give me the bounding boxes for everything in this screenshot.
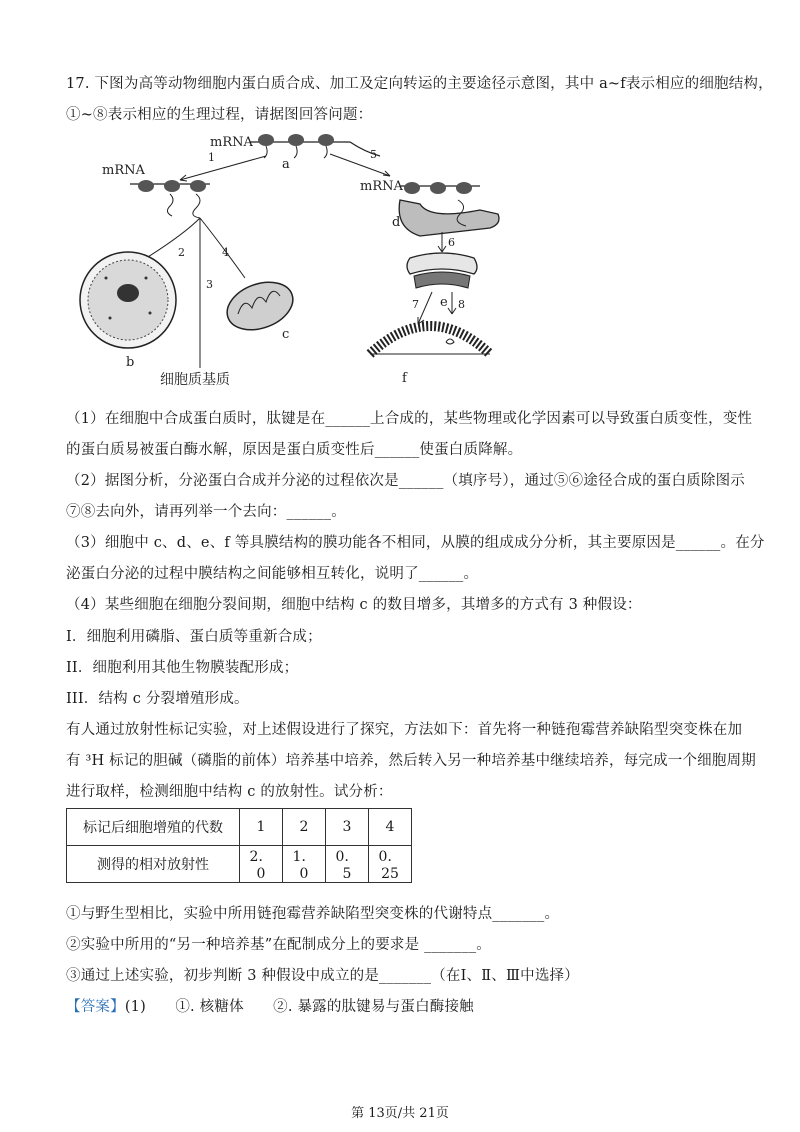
figure-label-e: e xyxy=(440,295,448,310)
experiment-line2: 有 ³H 标记的胆碱（磷脂的前体）培养基中培养，然后转入另一种培养基中继续培养，每完成一个细胞周期 xyxy=(66,753,756,769)
nucleus-b xyxy=(80,252,176,348)
figure-label-cytoplasm: 细胞质基质 xyxy=(160,372,230,388)
figure-label-3: 3 xyxy=(206,278,213,291)
table-cell: 2．0 xyxy=(240,846,283,883)
figure-label-mrna-right: mRNA xyxy=(360,179,403,194)
question-1-line2: 的蛋白质易被蛋白酶水解，原因是蛋白质变性后______使蛋白质降解。 xyxy=(66,442,523,458)
answer-tag: 【答案】 xyxy=(66,999,125,1015)
figure-label-8: 8 xyxy=(458,298,465,311)
question-4-line1: （4）某些细胞在细胞分裂间期，细胞中结构 c 的数目增多，其增多的方式有 3 种假设： xyxy=(66,597,642,613)
figure-label-d: d xyxy=(392,215,401,230)
table-cell: 3 xyxy=(326,809,369,846)
membrane-f xyxy=(370,326,490,354)
experiment-line3: 进行取样，检测细胞中结构 c 的放射性。试分析： xyxy=(66,784,393,800)
ribosome-a-group xyxy=(258,134,334,158)
hypothesis-2: II．细胞利用其他生物膜装配形成； xyxy=(66,660,299,676)
experiment-line1: 有人通过放射性标记实验，对上述假设进行了探究，方法如下：首先将一种链孢霉营养缺陷型突变株在加 xyxy=(66,722,743,738)
question-2-line1: （2）据图分析，分泌蛋白合成并分泌的过程依次是______（填序号），通过⑤⑥途径合成的蛋白质除图示 xyxy=(66,473,745,489)
answer-text: (1) ①. 核糖体 ②. 暴露的肽键易与蛋白酶接触 xyxy=(124,999,474,1015)
table-row-header: 测得的相对放射性 xyxy=(67,846,240,883)
sub-question-2: ②实验中所用的“另一种培养基”在配制成分上的要求是 _______。 xyxy=(66,937,491,953)
question-1-line1: （1）在细胞中合成蛋白质时，肽键是在______上合成的，某些物理或化学因素可以导致蛋白质变性，变性 xyxy=(66,411,753,427)
er-d xyxy=(399,200,499,236)
question-3-line1: （3）细胞中 c、d、e、f 等具膜结构的膜功能各不相同，从膜的组成成分分析，其主要原因是______。在分 xyxy=(66,535,765,551)
page-footer: 第 13页/共 21页 xyxy=(351,1106,449,1121)
question-intro-line1: 17. 下图为高等动物细胞内蛋白质合成、加工及定向转运的主要途径示意图，其中 a~f表示相应的细胞结构， xyxy=(66,76,773,92)
table-cell: 2 xyxy=(283,809,326,846)
figure-label-f: f xyxy=(402,371,407,386)
figure-label-b: b xyxy=(126,355,135,370)
figure-label-a: a xyxy=(282,157,290,172)
table-cell: 1 xyxy=(240,809,283,846)
table-cell: 0．5 xyxy=(326,846,369,883)
figure-label-5: 5 xyxy=(370,148,377,161)
figure-label-4: 4 xyxy=(222,246,229,259)
figure-label-mrna-left: mRNA xyxy=(102,163,145,178)
golgi-e xyxy=(407,253,477,288)
figure-label-2: 2 xyxy=(178,246,185,259)
radioactivity-table xyxy=(66,808,412,883)
hypothesis-3: III．结构 c 分裂增殖形成。 xyxy=(66,691,249,707)
question-2-line2: ⑦⑧去向外，请再列举一个去向：______。 xyxy=(66,504,346,520)
figure-label-7: 7 xyxy=(412,298,419,311)
question-3-line2: 泌蛋白分泌的过程中膜结构之间能够相互转化，说明了______。 xyxy=(66,566,479,582)
hypothesis-1: I．细胞利用磷脂、蛋白质等重新合成； xyxy=(66,629,322,645)
figure-label-mrna-top: mRNA xyxy=(210,135,253,150)
table-cell: 4 xyxy=(369,809,412,846)
table-row-header: 标记后细胞增殖的代数 xyxy=(67,809,240,846)
table-cell: 0．25 xyxy=(369,846,412,883)
table-row xyxy=(67,809,412,846)
question-intro-line2: ①~⑧表示相应的生理过程，请据图回答问题： xyxy=(66,107,373,123)
figure-label-c: c xyxy=(282,327,290,342)
answer-line xyxy=(66,995,474,1016)
table-cell: 1．0 xyxy=(283,846,326,883)
table-row xyxy=(67,846,412,883)
sub-question-1: ①与野生型相比，实验中所用链孢霉营养缺陷型突变株的代谢特点_______。 xyxy=(66,906,560,922)
sub-question-3: ③通过上述实验，初步判断 3 种假设中成立的是_______（在Ⅰ、Ⅱ、Ⅲ中选择） xyxy=(66,968,579,984)
protein-pathway-figure xyxy=(70,128,510,390)
figure-label-6: 6 xyxy=(448,236,455,249)
figure-label-1: 1 xyxy=(208,151,215,164)
